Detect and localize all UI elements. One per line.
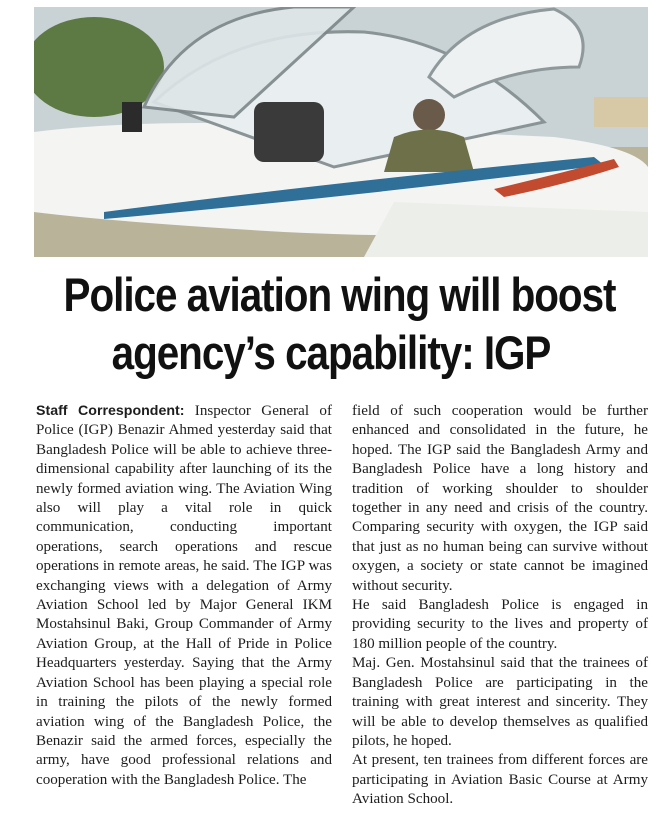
airplane-cockpit-photo (34, 7, 648, 257)
article-column-right (352, 402, 648, 810)
headline-line-1: Police aviation wing will boost (63, 268, 616, 321)
article-paragraph: field of such cooperation would be further enhanced and consolidated in the future, he hoped. The IGP said the Bangladesh Army and Bangladesh Police have a long history and tradition of working shoulder to shoulder together in any need and crisis of the country. Comparing security with oxygen, the IGP said that just as no human being can survive without oxygen, a society or state cannot be imagined without security. (352, 403, 648, 594)
headline-line-2: agency’s capability: IGP (111, 326, 551, 379)
article-paragraph: He said Bangladesh Police is engaged in providing security to the lives and property of 180 million people of the country. (352, 597, 648, 652)
article-column-left (36, 402, 332, 790)
photo-person (122, 102, 142, 132)
photo-building-2 (594, 97, 648, 127)
article-paragraph (36, 402, 332, 790)
photo-seat (254, 102, 324, 162)
article-paragraph: Maj. Gen. Mostahsinul said that the trainees of Bangladesh Police are participating in the training with great interest and sincerity. They will be able to develop themselves as qualified pilots, he hoped. (352, 655, 648, 749)
photo-pilot-body (384, 130, 474, 173)
article-headline (63, 266, 616, 382)
left-column-text: Inspector General of Police (IGP) Benazir Ahmed yesterday said that Bangladesh Police will be able to achieve three-dimensional capability after launching of its the newly formed aviation wing. The Aviation Wing also will play a vital role in quick communication, conducting important operations, search operations and rescue operations in remote areas, he said. The IGP was exchanging views with a delegation of Army Aviation School led by Major General IKM Mostahsinul Baki, Group Commander of Army Aviation Group, at the Hall of Pride in Police Headquarters yesterday. Saying that the Army Aviation School has been playing a special role in training the pilots of the newly formed aviation wing of the Bangladesh Police, the Benazir said the armed forces, especially the army, have good professional relations and cooperation with the Bangladesh Police. The (36, 403, 332, 788)
article-photo (34, 7, 648, 257)
article-paragraph: At present, ten trainees from different forces are participating in Aviation Basic Course at Army Aviation School. (352, 752, 648, 808)
byline: Staff Correspondent: (36, 403, 185, 419)
photo-pilot-head (413, 99, 445, 131)
